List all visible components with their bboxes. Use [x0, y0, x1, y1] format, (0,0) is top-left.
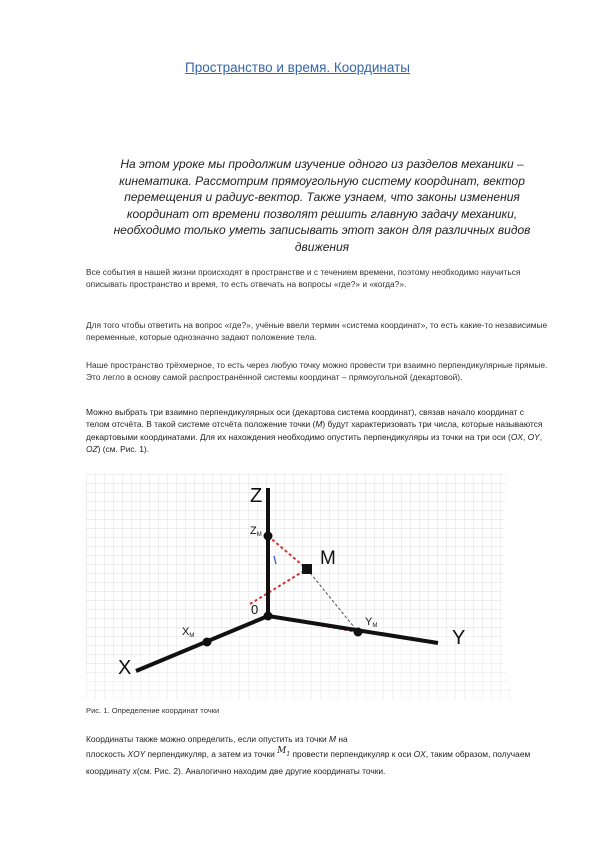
ym-label: YM — [365, 616, 378, 629]
paragraph-5-line-1: Координаты также можно определить, если опустить из точки M на — [86, 734, 348, 744]
paragraph-4: Можно выбрать три взаимно перпендикулярных оси (декартова система координат), связав начало координат с телом отсчёта. В такой системе отсчёта положение точки (M) будут характеризовать три числа, которые называются декартовыми координатами. Для их нахождения необходимо опустить перпендикуляры из точки на три оси (OX, OY, OZ) (см. Рис. 1). — [86, 407, 543, 455]
lesson-lead: На этом уроке мы продолжим изучение одного из разделов механики – кинематика. Рассмотрим прямоугольную систему координат, вектор перемещения и радиус-вектор. Также узнаем, что законы изменения координат от времени позволят решить главную задачу механики, необходимо только уметь записывать этот закон для различных видов движения — [113, 157, 531, 254]
figure-caption: Рис. 1. Определение координат точки — [86, 706, 220, 715]
page-title[interactable]: Пространство и время. Координаты — [185, 60, 410, 75]
origin-point — [264, 612, 273, 621]
axis-z-label: Z — [250, 485, 263, 507]
xm-point — [203, 638, 212, 647]
zm-label: ZM — [250, 525, 262, 538]
paragraph-3: Наше пространство трёхмерное, то есть через любую точку можно провести три взаимно перпендикулярные прямые. Это легло в основу самой распространённой системы координат – прямоугольной (декартовой). — [86, 360, 548, 383]
coordinate-figure — [86, 474, 511, 699]
right-grid-plane — [268, 474, 506, 639]
axis-y-label: Y — [452, 627, 466, 649]
zm-point — [264, 532, 273, 541]
paragraph-2: Для того чтобы ответить на вопрос «где?», учёные ввели термин «система координат», то есть какие-то независимые переменные, которые однозначно задают положение тела. — [86, 320, 548, 343]
paragraph-1: Все события в нашей жизни происходят в пространстве и с течением времени, поэтому необходимо научиться описывать пространство и время, то есть отвечать на вопросы «где?» и «когда?». — [86, 267, 521, 290]
paragraph-5-line-2: плоскость XOY перпендикуляр, а затем из точки $M_1$ провести перпендикуляр к оси OX, таким образом, получаем координату x(см. Рис. 2). Аналогично находим две другие координаты точки. — [86, 746, 531, 777]
ym-point — [354, 628, 363, 637]
m1-symbol: $M_1$ — [277, 746, 291, 758]
xm-label: XM — [182, 626, 195, 639]
origin-label: 0 — [251, 602, 259, 617]
point-m-label: M — [320, 548, 336, 569]
coordinate-diagram — [86, 474, 511, 699]
m-point — [302, 564, 312, 574]
axis-x-label: X — [118, 657, 132, 679]
